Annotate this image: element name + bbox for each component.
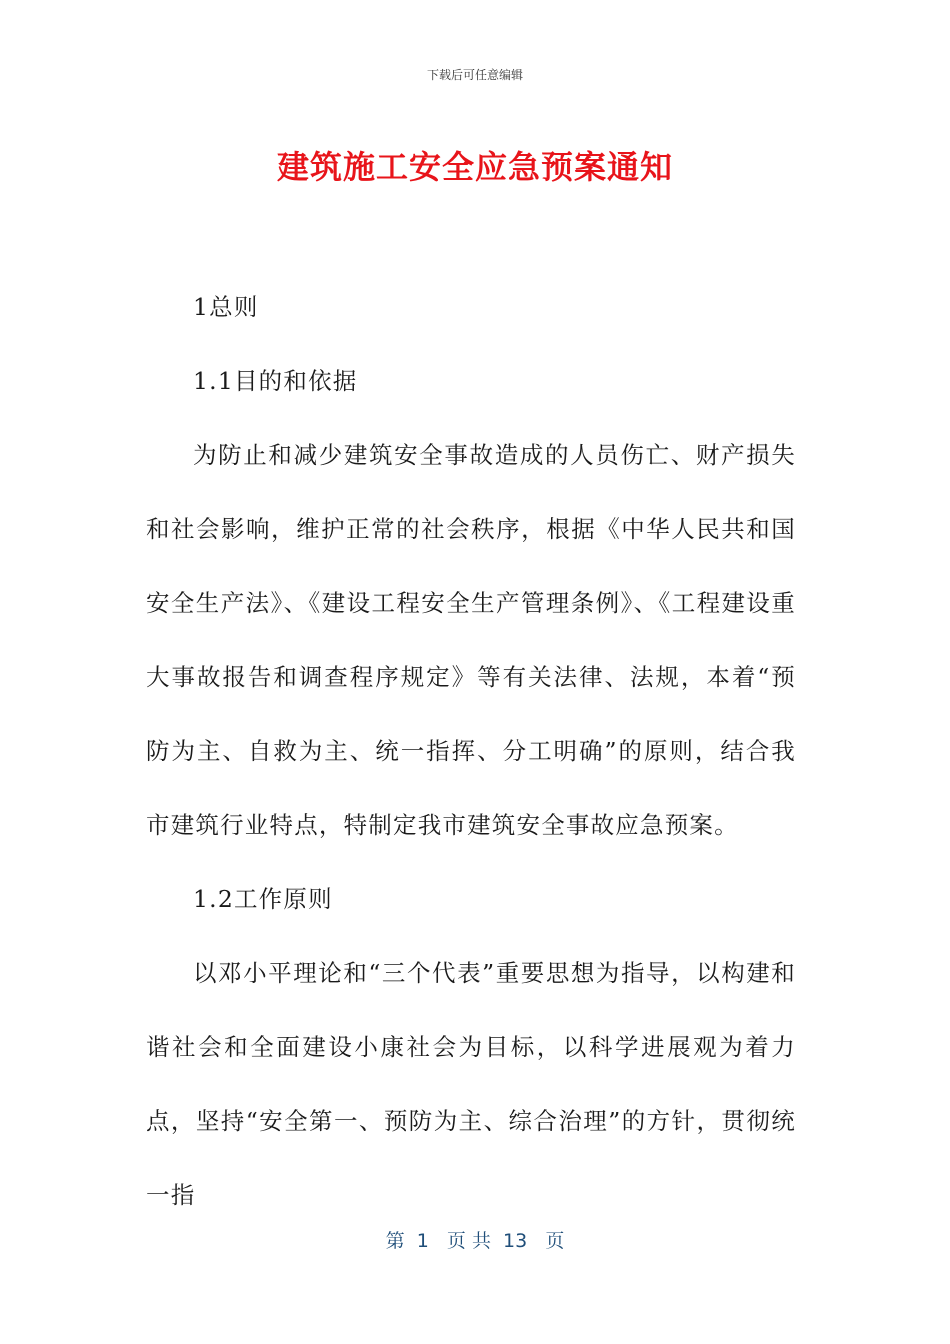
paragraph-principles: 以邓小平理论和“三个代表”重要思想为指导，以构建和谐社会和全面建设小康社会为目标，以科学进展观为着力点，坚持“安全第一、预防为主、综合治理”的方针，贯彻统一指 bbox=[146, 959, 796, 1209]
section-heading-purpose: 1.1目的和依据 bbox=[193, 367, 358, 395]
section-heading-general: 1总则 bbox=[193, 293, 259, 321]
page-footer: 第 1 页 共 13 页 bbox=[385, 1230, 565, 1252]
document-body bbox=[146, 270, 796, 1232]
section-heading-principles: 1.2工作原则 bbox=[193, 885, 333, 913]
header-note: 下载后可任意编辑 bbox=[426, 68, 523, 82]
document-title: 建筑施工安全应急预案通知 bbox=[276, 148, 673, 186]
paragraph-purpose: 为防止和减少建筑安全事故造成的人员伤亡、财产损失和社会影响，维护正常的社会秩序，根据《中华人民共和国安全生产法》、《建设工程安全生产管理条例》、《工程建设重大事故报告和调查程序规定》等有关法律、法规，本着“预防为主、自救为主、统一指挥、分工明确”的原则，结合我市建筑行业特点，特制定我市建筑安全事故应急预案。 bbox=[146, 441, 796, 839]
